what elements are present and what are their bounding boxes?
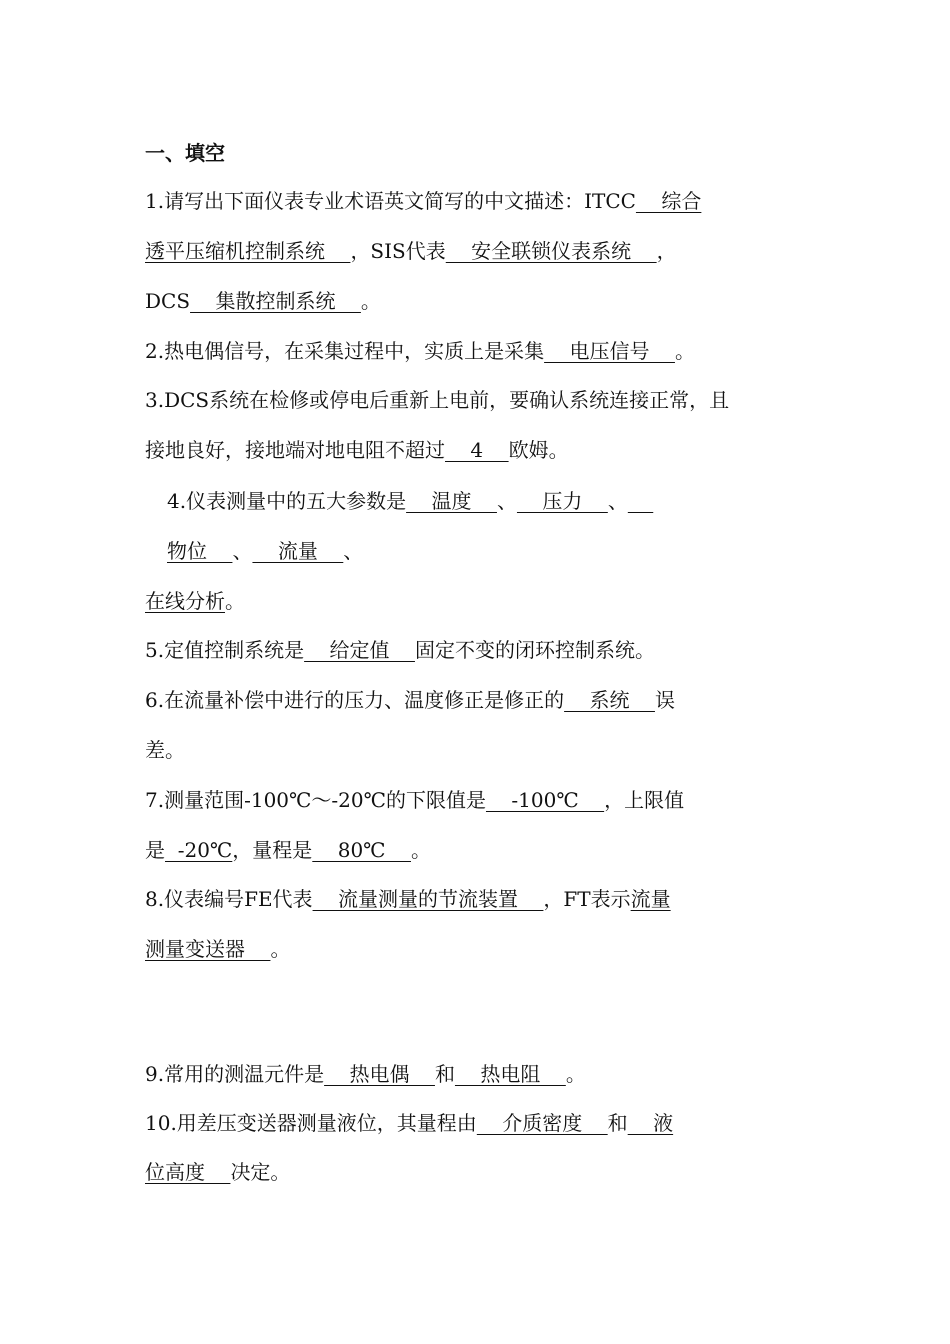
q1-line-2 (145, 236, 825, 266)
q5-text: 5.定值控制系统是 (145, 638, 305, 662)
q1-comma: ， (656, 239, 677, 263)
q4-line-1 (167, 486, 847, 516)
q7-shi: 是 (145, 838, 165, 862)
q2-text: 2.热电偶信号，在采集过程中，实质上是采集 (145, 339, 545, 363)
q10-line-2 (145, 1157, 825, 1187)
q7-answer-range: 80℃ (312, 838, 411, 862)
q5-answer: 给定值 (304, 638, 415, 662)
q5-line (145, 635, 825, 665)
q1-end: 。 (360, 289, 381, 313)
q3-line-1: 3.DCS系统在检修或停电后重新上电前，要确认系统连接正常，且 (145, 388, 730, 412)
q1-dcs-text: DCS (145, 289, 191, 313)
q3-answer: 4 (445, 438, 509, 462)
q6-tail: 误 (654, 688, 675, 712)
q4-sep-4: 、 (343, 539, 364, 563)
q8-line-1 (145, 884, 825, 914)
q3-line-2 (145, 435, 825, 465)
q2-answer: 电压信号 (544, 339, 675, 363)
q4-sep-1: 、 (496, 489, 517, 513)
q4-answer-flow: 流量 (252, 539, 344, 563)
q4-answer-temperature: 温度 (406, 489, 497, 513)
q7-line-2 (145, 835, 825, 865)
q9-line (145, 1059, 825, 1089)
q8-answer-ft: 流量 (630, 887, 671, 911)
q2-line (145, 336, 825, 366)
section-heading: 一、填空 (145, 141, 225, 165)
q4-line-3 (145, 586, 825, 616)
q6-line-2: 差。 (145, 738, 185, 762)
q10-answer-height-cont: 位高度 (145, 1160, 231, 1184)
q6-text: 6.在流量补偿中进行的压力、温度修正是修正的 (145, 688, 565, 712)
q3-text: 接地良好，接地端对地电阻不超过 (145, 438, 445, 462)
q9-answer-rtd: 热电阻 (454, 1062, 566, 1086)
q9-end: 。 (565, 1062, 586, 1086)
q1-answer-itcc-cont: 透平压缩机控制系统 (145, 239, 351, 263)
q7-upper-text: ，上限值 (604, 788, 685, 812)
q5-end: 固定不变的闭环控制系统。 (414, 638, 655, 662)
q4-text: 4.仪表测量中的五大参数是 (167, 489, 407, 513)
q8-text: 8.仪表编号FE代表 (145, 887, 313, 911)
q7-answer-upper: -20℃ (165, 838, 233, 862)
q8-end: 。 (270, 937, 291, 961)
q10-line-1 (145, 1108, 825, 1138)
q7-line-1 (145, 785, 825, 815)
q8-ft-text: ，FT表示 (543, 887, 631, 911)
q4-end: 。 (225, 589, 245, 613)
q1-sis-text: ，SIS代表 (350, 239, 446, 263)
q4-answer-level: 物位 (167, 539, 233, 563)
q10-end: 决定。 (230, 1160, 291, 1184)
q1-answer-itcc: 综合 (635, 189, 702, 213)
q1-text: 1.请写出下面仪表专业术语英文简写的中文描述：ITCC (145, 189, 636, 213)
q4-answer-level-lead (628, 489, 653, 513)
q4-answer-pressure: 压力 (516, 489, 608, 513)
q1-line-1 (145, 186, 825, 216)
q7-end: 。 (410, 838, 431, 862)
q1-answer-dcs: 集散控制系统 (190, 289, 361, 313)
q9-and: 和 (434, 1062, 455, 1086)
q8-answer-fe: 流量测量的节流装置 (312, 887, 544, 911)
q10-answer-height: 液 (627, 1111, 674, 1135)
q1-line-3 (145, 286, 825, 316)
q7-text: 7.测量范围-100℃～-20℃的下限值是 (145, 788, 486, 812)
q6-answer: 系统 (564, 688, 655, 712)
q7-answer-lower: -100℃ (485, 788, 605, 812)
q10-and: 和 (607, 1111, 628, 1135)
q8-answer-ft-cont: 测量变送器 (145, 937, 271, 961)
q4-sep-2: 、 (607, 489, 628, 513)
q7-range-text: ，量程是 (232, 838, 313, 862)
q4-answer-analysis: 在线分析 (145, 589, 225, 613)
q3-end: 欧姆。 (508, 438, 569, 462)
q4-sep-3: 、 (232, 539, 253, 563)
q6-line-1 (145, 685, 825, 715)
q1-answer-sis: 安全联锁仪表系统 (445, 239, 657, 263)
q10-text: 10.用差压变送器测量液位，其量程由 (145, 1111, 477, 1135)
q8-line-2 (145, 934, 825, 964)
q10-answer-density: 介质密度 (476, 1111, 608, 1135)
q9-answer-thermocouple: 热电偶 (324, 1062, 435, 1086)
q4-line-2 (167, 536, 847, 566)
q9-text: 9.常用的测温元件是 (145, 1062, 325, 1086)
q2-end: 。 (674, 339, 695, 363)
